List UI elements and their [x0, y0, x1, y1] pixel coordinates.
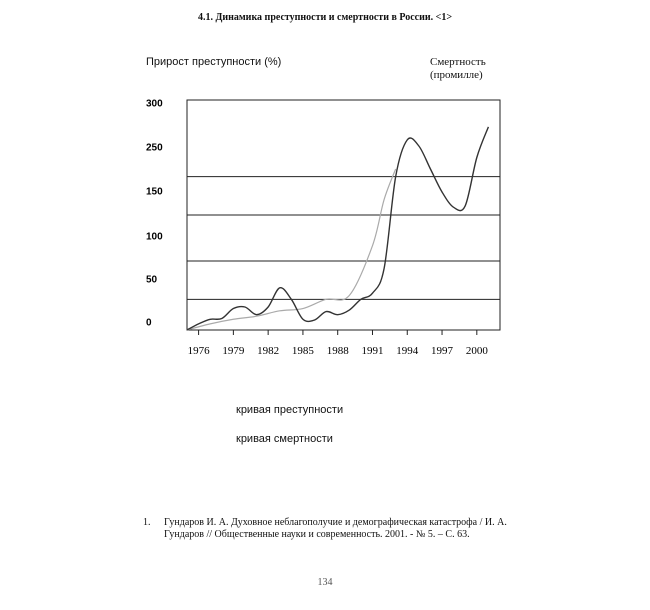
- y-tick-label: 0: [146, 317, 152, 329]
- footnote-number: 1.: [143, 517, 151, 528]
- footnote-text: Гундаров И. А. Духовное неблагополучие и демографическая катастрофа / И. А. Гундаров // Общественные науки и современность. 2001. - № 5. – С. 63.: [164, 517, 507, 540]
- x-tick-label: 1988: [326, 345, 349, 357]
- legend-item-crime: кривая преступности: [236, 404, 344, 416]
- y-tick-label: 250: [146, 142, 163, 154]
- legend-item-mortality: кривая смертности: [236, 433, 333, 445]
- y-axis-label-left: Прирост преступности (%): [146, 56, 282, 68]
- y-axis-label-right-line2: (промилле): [430, 69, 483, 81]
- chart-title: 4.1. Динамика преступности и смертности в России. <1>: [197, 12, 453, 23]
- y-tick-label: 150: [146, 186, 163, 198]
- y-tick-label: 100: [146, 231, 163, 243]
- x-tick-label: 2000: [465, 345, 488, 357]
- x-tick-label: 1982: [257, 345, 280, 357]
- x-tick-label: 1994: [396, 345, 419, 357]
- y-tick-label: 50: [146, 274, 158, 286]
- x-tick-marks: [199, 330, 477, 335]
- page-number: 134: [317, 577, 333, 588]
- x-tick-label: 1976: [187, 345, 210, 357]
- series-line: [187, 169, 396, 330]
- x-tick-label: 1991: [361, 345, 384, 357]
- x-tick-label: 1979: [222, 345, 245, 357]
- x-tick-label: 1985: [291, 345, 314, 357]
- y-tick-labels: [146, 99, 163, 329]
- gridlines: [187, 177, 500, 300]
- x-tick-label: 1997: [431, 345, 454, 357]
- y-axis-label-right-line1: Смертность: [430, 56, 486, 68]
- x-tick-labels: [188, 345, 489, 357]
- y-tick-label: 300: [146, 98, 163, 110]
